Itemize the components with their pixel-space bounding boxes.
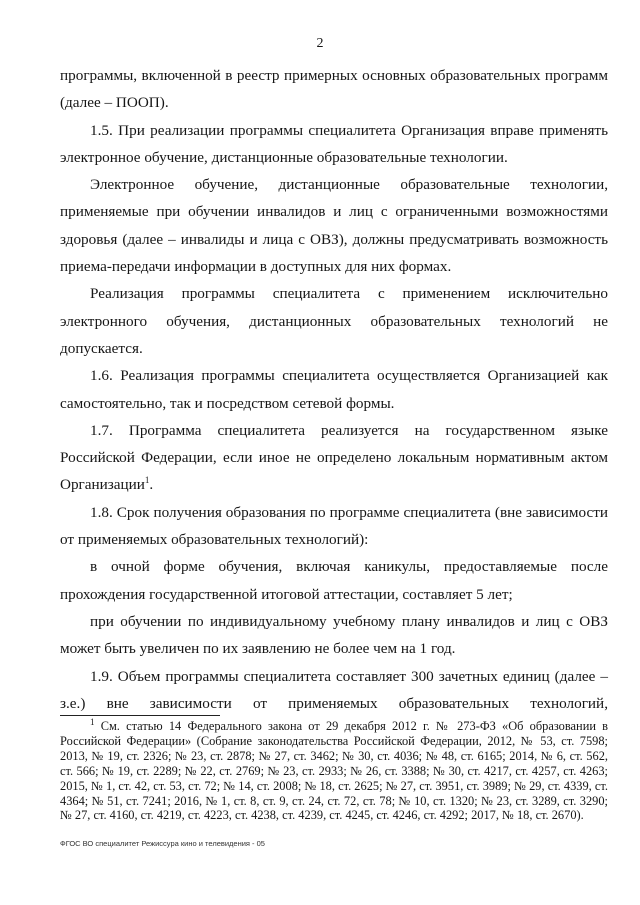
body-text	[60, 62, 608, 717]
paragraph-1-7-text: 1.7. Программа специалитета реализуется на государственном языке Российской Федерации, если иное не определено локальным нормативным актом Организации	[60, 421, 608, 494]
footnote-paragraph	[60, 716, 608, 823]
footnote	[60, 716, 608, 823]
paragraph-1-6: 1.6. Реализация программы специалитета осуществляется Организацией как самостоятельно, так и посредством сетевой формы.	[60, 367, 608, 412]
paragraph-e-learning-ovz: Электронное обучение, дистанционные образовательные технологии, применяемые при обучении инвалидов и лиц с ограниченными возможностями здоровья (далее – инвалиды и лица с ОВЗ), должны предусматривать возможность приема-передачи информации в доступных для них формах.	[60, 176, 608, 276]
page-number: 2	[316, 36, 324, 51]
paragraph-1-9: 1.9. Объем программы специалитета составляет 300 зачетных единиц (далее – з.е.) вне зависимости от применяемых образовательных технологий,	[60, 667, 608, 712]
footnote-divider	[60, 715, 220, 716]
paragraph-1-5: 1.5. При реализации программы специалитета Организация вправе применять электронное обучение, дистанционные образовательные технологии.	[60, 121, 608, 166]
paragraph-1-7: 1.7. Программа специалитета реализуется на государственном языке Российской Федерации, если иное не определено локальным нормативным актом Организации$^1$.	[60, 421, 608, 494]
paragraph-individual-plan-term: при обучении по индивидуальному учебному плану инвалидов и лиц с ОВЗ может быть увеличен по их заявлению не более чем на 1 год.	[60, 612, 608, 658]
footnote-text: См. статью 14 Федерального закона от 29 декабря 2012 г. № 273-ФЗ «Об образовании в Российской Федерации» (Собрание законодательства Российской Федерации, 2012, № 53, ст. 7598; 2013, № 19, ст. 2326; № 23, ст. 2878; № 27, ст. 3462; № 30, ст. 4036; № 48, ст. 6165; 2014, № 6, ст. 562, ст. 566; № 19, ст. 2289; № 22, ст. 2769; № 23, ст. 2933; № 26, ст. 3388; № 30, ст. 4217, ст. 4257, ст. 4263; 2015, № 1, ст. 42, ст. 53, ст. 72; № 14, ст. 2008; № 18, ст. 2625; № 27, ст. 3951, ст. 3989; № 29, ст. 4339, ст. 4364; № 51, ст. 7241; 2016, № 1, ст. 8, ст. 9, ст. 24, ст. 72, ст. 78; № 10, ст. 1320; № 23, ст. 3289, ст. 3290; № 27, ст. 4160, ст. 4219, ст. 4223, ст. 4238, ст. 4239, ст. 4245, ст. 4246, ст. 4292; 2017, № 18, ст. 2670).	[60, 719, 608, 823]
paragraph-exclusive-e-learning: Реализация программы специалитета с применением исключительно электронного обучения, дистанционных образовательных технологий не допускается.	[60, 285, 608, 357]
paragraph-1-8: 1.8. Срок получения образования по программе специалитета (вне зависимости от применяемых образовательных технологий):	[60, 503, 608, 549]
paragraph-full-time-term: в очной форме обучения, включая каникулы, предоставляемые после прохождения государственной итоговой аттестации, составляет 5 лет;	[60, 558, 608, 603]
footnote-marker: 1	[90, 716, 95, 727]
paragraph-poop-continuation: программы, включенной в реестр примерных основных образовательных программ (далее – ПООП).	[60, 67, 608, 112]
footnote-reference: 1	[144, 475, 150, 486]
document-footer: ФГОС ВО специалитет Режиссура кино и телевидения - 05	[60, 839, 265, 848]
